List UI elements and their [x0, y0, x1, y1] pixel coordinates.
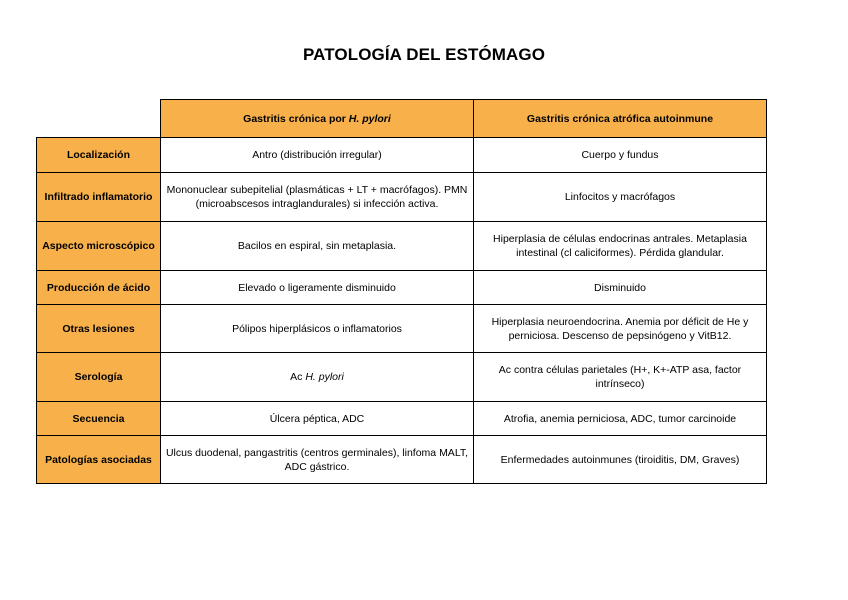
table-row: [37, 271, 767, 305]
cell-autoimmune: Disminuido: [474, 271, 767, 305]
table-row: [37, 222, 767, 271]
header-autoimmune-gastritis: Gastritis crónica atrófica autoinmune: [474, 100, 767, 138]
table-row: [37, 402, 767, 436]
cell-autoimmune: Linfocitos y macrófagos: [474, 173, 767, 222]
empty-corner-cell: [37, 100, 161, 138]
serology-prefix: Ac: [290, 371, 306, 383]
row-label: Serología: [37, 353, 161, 402]
cell-h-pylori: Pólipos hiperplásicos o inflamatorios: [161, 305, 474, 353]
table-row: [37, 353, 767, 402]
table-row: [37, 173, 767, 222]
cell-h-pylori: Bacilos en espiral, sin metaplasia.: [161, 222, 474, 271]
pathology-table: [36, 99, 767, 484]
cell-autoimmune: Cuerpo y fundus: [474, 138, 767, 173]
row-label: Producción de ácido: [37, 271, 161, 305]
cell-autoimmune: Atrofia, anemia perniciosa, ADC, tumor carcinoide: [474, 402, 767, 436]
cell-h-pylori: Elevado o ligeramente disminuido: [161, 271, 474, 305]
header-h-pylori-gastritis: [161, 100, 474, 138]
page-title: PATOLOGÍA DEL ESTÓMAGO: [302, 45, 546, 64]
header-col1-text: Gastritis crónica por: [243, 112, 349, 125]
row-label: Aspecto microscópico: [37, 222, 161, 271]
row-label: Localización: [37, 138, 161, 173]
table-row: [37, 436, 767, 484]
row-label: Secuencia: [37, 402, 161, 436]
row-label: Patologías asociadas: [37, 436, 161, 484]
cell-autoimmune: Ac contra células parietales (H+, K+-ATP asa, factor intrínseco): [474, 353, 767, 402]
table-header-row: [37, 100, 767, 138]
header-col1-italic: H. pylori: [348, 112, 391, 125]
cell-h-pylori: Antro (distribución irregular): [161, 138, 474, 173]
cell-h-pylori: Ulcus duodenal, pangastritis (centros germinales), linfoma MALT, ADC gástrico.: [161, 436, 474, 484]
cell-autoimmune: Hiperplasia de células endocrinas antrales. Metaplasia intestinal (cl caliciformes). Pérdida glandular.: [474, 222, 767, 271]
cell-h-pylori: Mononuclear subepitelial (plasmáticas + LT + macrófagos). PMN (microabscesos intraglandurales) si infección activa.: [161, 173, 474, 222]
cell-h-pylori: Úlcera péptica, ADC: [161, 402, 474, 436]
row-label: Infiltrado inflamatorio: [37, 173, 161, 222]
row-label: Otras lesiones: [37, 305, 161, 353]
table-row: [37, 305, 767, 353]
serology-italic: H. pylori: [305, 371, 344, 383]
cell-h-pylori: [161, 353, 474, 402]
cell-autoimmune: Hiperplasia neuroendocrina. Anemia por déficit de He y perniciosa. Descenso de pepsinógeno y VitB12.: [474, 305, 767, 353]
cell-autoimmune: Enfermedades autoinmunes (tiroiditis, DM, Graves): [474, 436, 767, 484]
table-row: [37, 138, 767, 173]
